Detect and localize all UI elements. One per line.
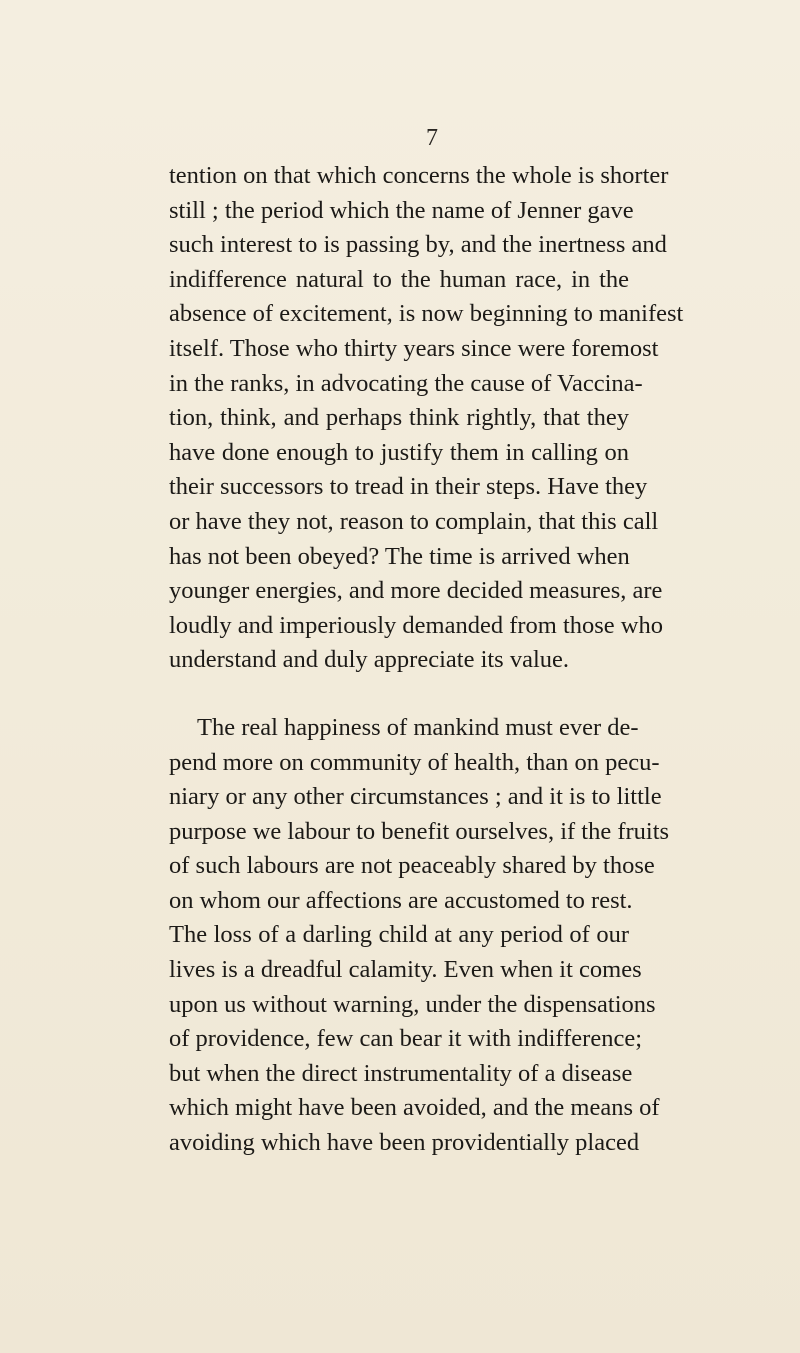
paragraph-2 [169,711,670,1161]
paragraph-gap [169,678,629,711]
text-line: itself. Those who thirty years since were foremost [169,334,659,362]
text-line: The real happiness of mankind must ever de- [197,713,639,741]
text-line: lives is a dreadful calamity. Even when it comes [169,956,642,984]
text-line: on whom our affections are accustomed to rest. [169,886,633,914]
text-line: their successors to tread in their steps. Have they [169,473,648,501]
text-line: younger energies, and more decided measures, are [169,577,663,605]
text-line: absence of excitement, is now beginning to manifest [169,300,684,328]
text-line: but when the direct instrumentality of a disease [169,1059,633,1087]
text-line: niary or any other circumstances ; and it is to little [169,783,662,811]
text-line: pend more on community of health, than on pecu- [169,748,660,776]
text-line: avoiding which have been providentially placed [169,1129,640,1157]
text-line: of such labours are not peaceably shared by those [169,852,655,880]
text-line: loudly and imperiously demanded from those who [169,611,663,639]
page-number: 7 [426,125,438,151]
body-text [169,159,684,1161]
text-line: of providence, few can bear it with indifference; [169,1025,643,1053]
text-line: such interest to is passing by, and the inertness and [169,231,667,259]
text-line: tion, think, and perhaps think rightly, that they [169,404,629,432]
text-line: has not been obeyed? The time is arrived when [169,542,630,570]
text-line: which might have been avoided, and the means of [169,1094,660,1122]
paragraph-1 [169,159,684,678]
text-line: have done enough to justify them in calling on [169,438,629,466]
text-line: in the ranks, in advocating the cause of Vaccina- [169,369,643,397]
text-line: indifference natural to the human race, in the [169,265,629,293]
text-line: still ; the period which the name of Jenner gave [169,196,634,224]
text-line: tention on that which concerns the whole is shorter [169,162,669,189]
text-line: The loss of a darling child at any period of our [169,921,629,949]
text-line: understand and duly appreciate its value. [169,646,570,674]
text-line: or have they not, reason to complain, that this call [169,507,659,535]
text-line: upon us without warning, under the dispensations [169,990,656,1018]
text-line: purpose we labour to benefit ourselves, if the fruits [169,817,670,845]
